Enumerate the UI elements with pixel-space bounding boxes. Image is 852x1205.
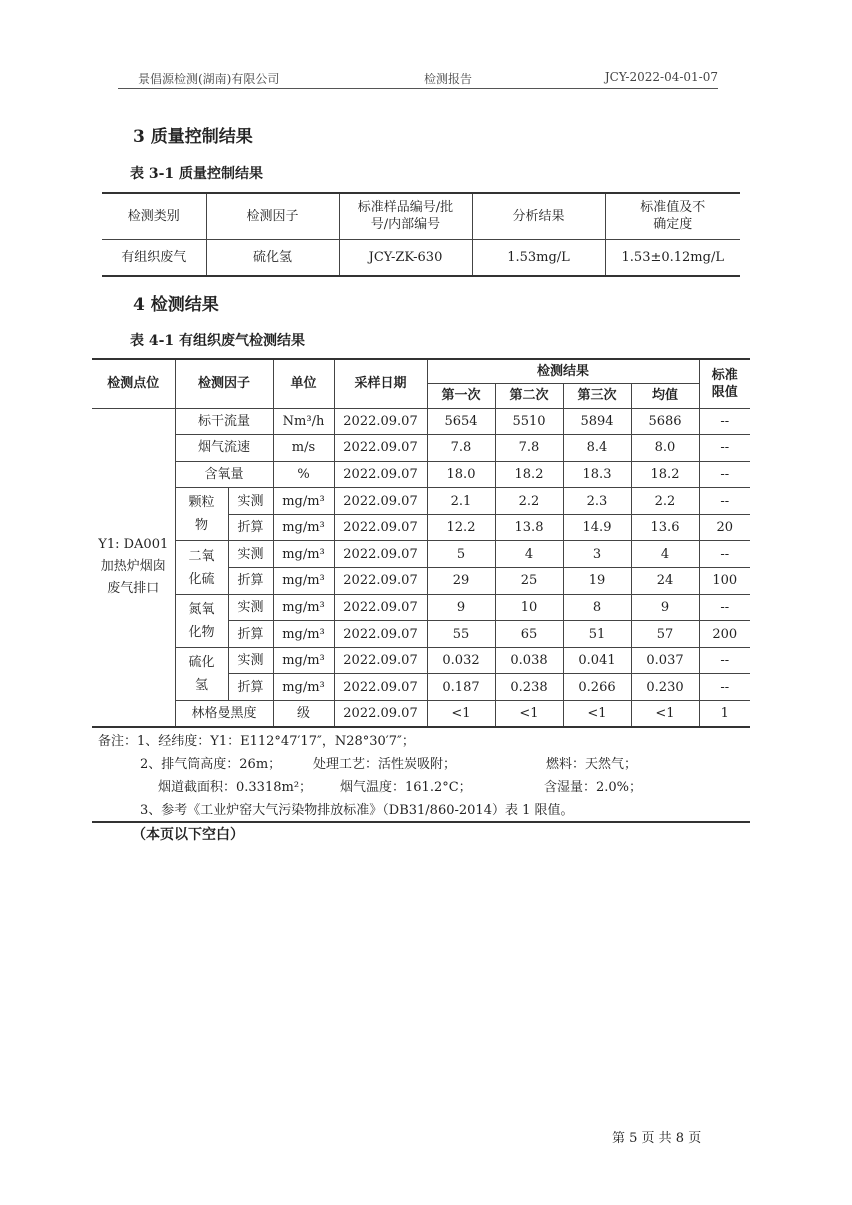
header-second: 第二次	[495, 383, 563, 408]
factor-sub-cell: 实测	[228, 594, 273, 621]
table-cell-avg: 2.2	[631, 488, 699, 515]
table-cell-limit: --	[699, 647, 750, 674]
page-header	[118, 70, 718, 88]
table-cell-v2: 2.2	[495, 488, 563, 515]
table-cell-limit: --	[699, 488, 750, 515]
table-cell-v1: 18.0	[427, 461, 495, 488]
table-cell-unit: Nm³/h	[273, 408, 334, 435]
factor-sub-cell: 实测	[228, 647, 273, 674]
table-cell-unit: mg/m³	[273, 541, 334, 568]
factor-cell: 二氧化硫	[175, 541, 228, 594]
table-cell-limit: --	[699, 408, 750, 435]
table-cell-unit: mg/m³	[273, 488, 334, 515]
table-cell-avg: 8.0	[631, 435, 699, 462]
doc-type: 检测报告	[424, 72, 473, 86]
factor-sub-cell: 折算	[228, 674, 273, 701]
section-4-title: 4 检测结果	[133, 295, 219, 315]
header-divider	[118, 88, 718, 89]
header-cell: 标准样品编号/批号/内部编号	[339, 193, 472, 239]
table-cell-unit: mg/m³	[273, 674, 334, 701]
table-cell-avg: 9	[631, 594, 699, 621]
note-line-3c: 含湿量：2.0%；	[544, 780, 643, 795]
factor-cell: 氮氧化物	[175, 594, 228, 647]
table-cell: 硫化氢	[206, 239, 339, 276]
table-cell-v2: <1	[495, 701, 563, 728]
table-cell-date: 2022.09.07	[334, 408, 427, 435]
factor-cell: 林格曼黑度	[175, 701, 273, 728]
table-cell: JCY-ZK-630	[339, 239, 472, 276]
factor-cell: 颗粒物	[175, 488, 228, 541]
table-cell-v2: 65	[495, 621, 563, 648]
factor-sub-cell: 折算	[228, 514, 273, 541]
factor-cell: 含氧量	[175, 461, 273, 488]
table-cell-v2: 7.8	[495, 435, 563, 462]
table-row	[92, 488, 750, 515]
table-cell-v3: 8	[563, 594, 631, 621]
table-cell-v3: 51	[563, 621, 631, 648]
table-cell-v3: 2.3	[563, 488, 631, 515]
notes	[98, 730, 748, 822]
header-cell: 检测类别	[102, 193, 206, 239]
factor-sub-cell: 实测	[228, 488, 273, 515]
table-cell-v1: 0.032	[427, 647, 495, 674]
table-cell-avg: 4	[631, 541, 699, 568]
table-cell-v3: 14.9	[563, 514, 631, 541]
table-cell-v1: 5654	[427, 408, 495, 435]
table-cell-v2: 0.038	[495, 647, 563, 674]
table-cell-v1: 7.8	[427, 435, 495, 462]
header-cell: 分析结果	[472, 193, 605, 239]
table-cell-unit: %	[273, 461, 334, 488]
header-cell: 检测因子	[206, 193, 339, 239]
table-cell-v1: 2.1	[427, 488, 495, 515]
table-cell-limit: 1	[699, 701, 750, 728]
table-cell-unit: mg/m³	[273, 568, 334, 595]
table-cell-v1: 12.2	[427, 514, 495, 541]
header-point: 检测点位	[92, 359, 175, 408]
note-line-3a: 烟道截面积：0.3318m²；	[158, 780, 313, 795]
table-cell-v2: 4	[495, 541, 563, 568]
blank-note: （本页以下空白）	[132, 827, 244, 843]
table-cell-avg: 24	[631, 568, 699, 595]
factor-cell: 硫化氢	[175, 647, 228, 700]
sampling-point: Y1: DA001加热炉烟囱废气排口	[92, 408, 175, 727]
table-cell-avg: 13.6	[631, 514, 699, 541]
table-4-1-caption: 表 4-1 有组织废气检测结果	[130, 333, 306, 349]
table-cell-v3: 19	[563, 568, 631, 595]
header-results: 检测结果	[427, 359, 699, 383]
table-cell-v1: 0.187	[427, 674, 495, 701]
table-cell-date: 2022.09.07	[334, 674, 427, 701]
header-unit: 单位	[273, 359, 334, 408]
header-cell: 标准值及不确定度	[605, 193, 740, 239]
table-row	[102, 239, 740, 276]
table-row	[92, 701, 750, 728]
note-line-1: 备注：1、经纬度：Y1：E112°47′17″，N28°30′7″；	[98, 734, 415, 749]
table-cell-v2: 0.238	[495, 674, 563, 701]
detection-results-table	[92, 358, 750, 728]
header-limit: 标准限值	[699, 359, 750, 408]
factor-sub-cell: 折算	[228, 568, 273, 595]
table-cell-date: 2022.09.07	[334, 568, 427, 595]
table-row	[92, 461, 750, 488]
notes-divider	[92, 821, 750, 823]
table-cell-limit: --	[699, 461, 750, 488]
table-cell-avg: 0.037	[631, 647, 699, 674]
table-cell-avg: 18.2	[631, 461, 699, 488]
table-cell-v3: 0.266	[563, 674, 631, 701]
table-cell-unit: mg/m³	[273, 594, 334, 621]
table-row	[92, 647, 750, 674]
table-cell-v3: <1	[563, 701, 631, 728]
company-name: 景倡源检测(湖南)有限公司	[138, 72, 280, 86]
table-cell-limit: 100	[699, 568, 750, 595]
factor-cell: 标干流量	[175, 408, 273, 435]
table-row	[92, 541, 750, 568]
report-number: JCY-2022-04-01-07	[604, 70, 718, 84]
table-cell-v3: 0.041	[563, 647, 631, 674]
table-cell-v2: 5510	[495, 408, 563, 435]
table-cell-date: 2022.09.07	[334, 621, 427, 648]
table-row	[92, 435, 750, 462]
table-cell-limit: --	[699, 541, 750, 568]
table-cell-date: 2022.09.07	[334, 435, 427, 462]
table-cell-limit: 20	[699, 514, 750, 541]
quality-control-table	[102, 192, 740, 277]
table-cell-limit: --	[699, 594, 750, 621]
table-cell-v3: 3	[563, 541, 631, 568]
table-cell-avg: 5686	[631, 408, 699, 435]
table-cell-date: 2022.09.07	[334, 461, 427, 488]
table-cell-v1: 9	[427, 594, 495, 621]
table-cell-date: 2022.09.07	[334, 594, 427, 621]
table-cell: 1.53±0.12mg/L	[605, 239, 740, 276]
note-line-2b: 处理工艺：活性炭吸附；	[313, 757, 457, 772]
table-cell-limit: --	[699, 674, 750, 701]
table-cell-v3: 5894	[563, 408, 631, 435]
header-factor: 检测因子	[175, 359, 273, 408]
factor-cell: 烟气流速	[175, 435, 273, 462]
note-line-4: 3、参考《工业炉窑大气污染物排放标准》（DB31/860-2014）表 1 限值。	[140, 803, 574, 818]
table-cell-unit: mg/m³	[273, 647, 334, 674]
table-cell-date: 2022.09.07	[334, 541, 427, 568]
table-header-row	[102, 193, 740, 239]
table-cell-date: 2022.09.07	[334, 514, 427, 541]
header-avg: 均值	[631, 383, 699, 408]
table-cell-unit: m/s	[273, 435, 334, 462]
table-cell-avg: <1	[631, 701, 699, 728]
table-cell-unit: mg/m³	[273, 514, 334, 541]
table-cell-limit: --	[699, 435, 750, 462]
table-cell-v1: 55	[427, 621, 495, 648]
table-cell-v2: 25	[495, 568, 563, 595]
table-cell-avg: 0.230	[631, 674, 699, 701]
table-cell-v2: 13.8	[495, 514, 563, 541]
table-3-1-caption: 表 3-1 质量控制结果	[130, 166, 264, 182]
table-row	[92, 594, 750, 621]
table-cell-v2: 18.2	[495, 461, 563, 488]
page-number: 第 5 页 共 8 页	[612, 1131, 702, 1146]
table-cell-v1: 5	[427, 541, 495, 568]
note-line-2a: 2、排气筒高度：26m；	[140, 757, 282, 772]
table-cell-v3: 18.3	[563, 461, 631, 488]
section-3-title: 3 质量控制结果	[133, 127, 253, 147]
table-cell-date: 2022.09.07	[334, 647, 427, 674]
table-cell: 1.53mg/L	[472, 239, 605, 276]
header-third: 第三次	[563, 383, 631, 408]
table-cell: 有组织废气	[102, 239, 206, 276]
note-line-3b: 烟气温度：161.2°C；	[340, 780, 472, 795]
table-cell-unit: 级	[273, 701, 334, 728]
table-cell-date: 2022.09.07	[334, 701, 427, 728]
table-cell-unit: mg/m³	[273, 621, 334, 648]
table-cell-v2: 10	[495, 594, 563, 621]
table-cell-v3: 8.4	[563, 435, 631, 462]
factor-sub-cell: 折算	[228, 621, 273, 648]
note-line-2c: 燃料：天然气；	[546, 757, 638, 772]
header-first: 第一次	[427, 383, 495, 408]
table-cell-v1: 29	[427, 568, 495, 595]
table-cell-limit: 200	[699, 621, 750, 648]
table-row	[92, 408, 750, 435]
table-header-row	[92, 359, 750, 383]
table-cell-v1: <1	[427, 701, 495, 728]
factor-sub-cell: 实测	[228, 541, 273, 568]
table-cell-avg: 57	[631, 621, 699, 648]
table-cell-date: 2022.09.07	[334, 488, 427, 515]
header-date: 采样日期	[334, 359, 427, 408]
